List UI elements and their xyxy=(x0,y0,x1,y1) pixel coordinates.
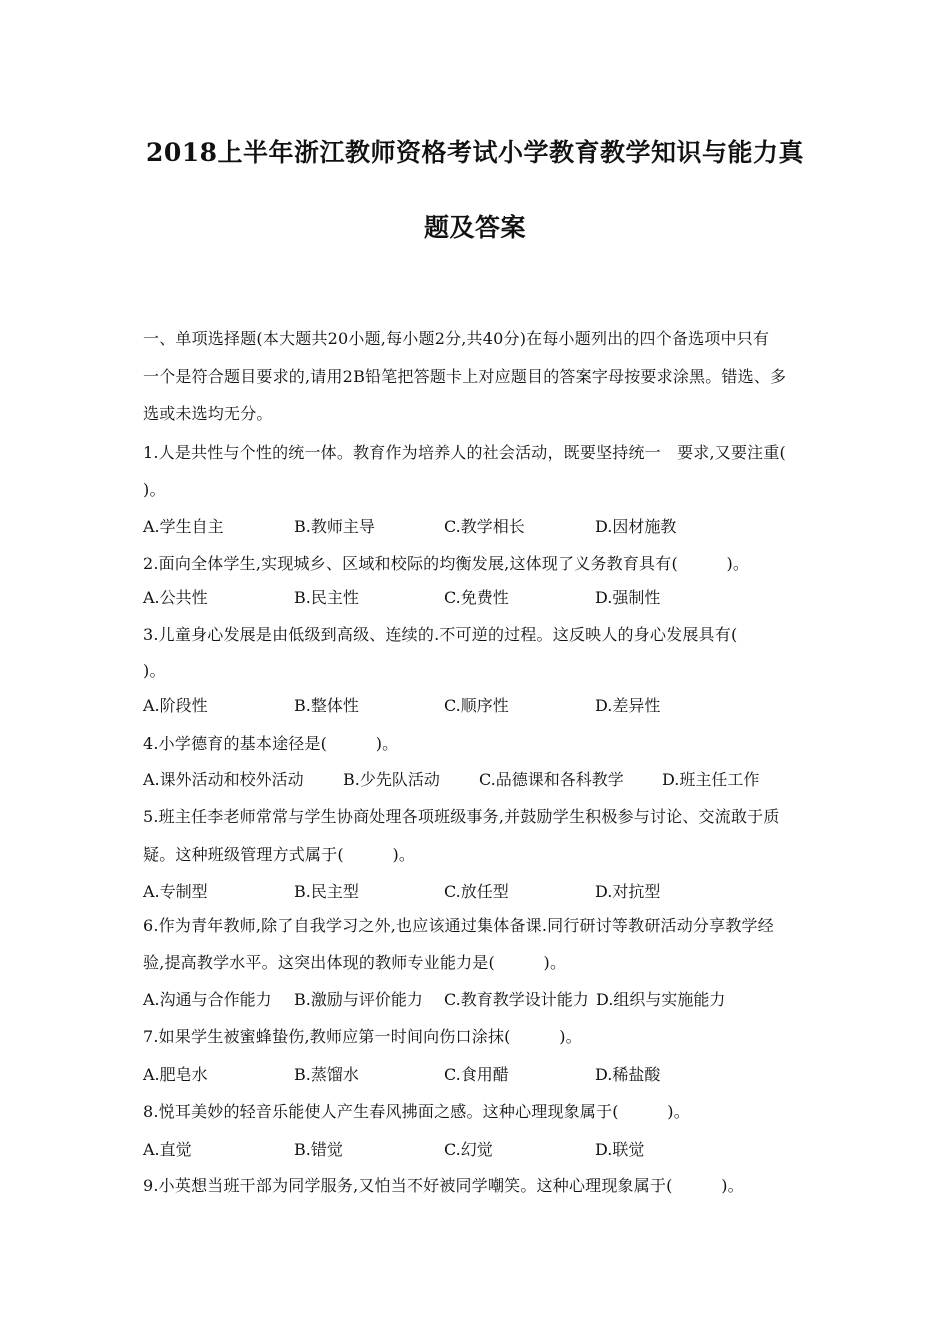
option-c: C.教育教学设计能力 xyxy=(444,990,589,1009)
question-5-text: 疑。这种班级管理方式属于( )。 xyxy=(143,845,416,864)
option-d: D.班主任工作 xyxy=(662,770,760,789)
question-2-text: 2.面向全体学生,实现城乡、区域和校际的均衡发展,这体现了义务教育具有( )。 xyxy=(143,554,750,573)
document-title-line-2: 题及答案 xyxy=(423,213,526,242)
option-c: C.放任型 xyxy=(444,882,509,901)
option-a: A.公共性 xyxy=(143,588,208,607)
option-c: C.顺序性 xyxy=(444,696,509,715)
section-instruction-line: 选或未选均无分。 xyxy=(143,404,273,423)
question-7-text: 7.如果学生被蜜蜂蛰伤,教师应第一时间向伤口涂抹( )。 xyxy=(143,1027,582,1046)
question-6-text: 6.作为青年教师,除了自我学习之外,也应该通过集体备课.同行研讨等教研活动分享教学经 xyxy=(143,916,774,935)
question-1-text: 1.人是共性与个性的统一体。教育作为培养人的社会活动，既要坚持统一 要求,又要注重( xyxy=(143,443,786,462)
option-c: C.免费性 xyxy=(444,588,509,607)
option-c: C.教学相长 xyxy=(444,517,525,536)
option-d: D.差异性 xyxy=(595,696,661,715)
option-d: D.强制性 xyxy=(595,588,661,607)
question-6-text: 验,提高教学水平。这突出体现的教师专业能力是( )。 xyxy=(143,953,567,972)
option-a: A.课外活动和校外活动 xyxy=(143,770,304,789)
option-c: C.品德课和各科教学 xyxy=(479,770,624,789)
option-b: B.蒸馏水 xyxy=(294,1065,359,1084)
option-b: B.民主性 xyxy=(294,588,359,607)
option-a: A.专制型 xyxy=(143,882,208,901)
question-3-text: )。 xyxy=(143,661,166,680)
question-3-text: 3.儿童身心发展是由低级到高级、连续的.不可逆的过程。这反映人的身心发展具有( xyxy=(143,625,738,644)
option-c: C.食用醋 xyxy=(444,1065,509,1084)
option-d: D.因材施教 xyxy=(595,517,677,536)
option-b: B.整体性 xyxy=(294,696,359,715)
option-a: A.阶段性 xyxy=(143,696,208,715)
question-8-text: 8.悦耳美妙的轻音乐能使人产生春风拂面之感。这种心理现象属于( )。 xyxy=(143,1102,690,1121)
option-d: D.组织与实施能力 xyxy=(596,990,726,1009)
question-1-text: )。 xyxy=(143,480,166,499)
section-instruction-line: 一、单项选择题(本大题共20小题,每小题2分,共40分)在每小题列出的四个备选项中只有 xyxy=(143,329,770,348)
question-9-text: 9.小英想当班干部为同学服务,又怕当不好被同学嘲笑。这种心理现象属于( )。 xyxy=(143,1176,744,1195)
option-b: B.民主型 xyxy=(294,882,359,901)
document-title-line-1: 2018上半年浙江教师资格考试小学教育教学知识与能力真 xyxy=(145,138,805,167)
option-b: B.错觉 xyxy=(294,1140,343,1159)
option-a: A.学生自主 xyxy=(143,517,224,536)
option-a: A.沟通与合作能力 xyxy=(143,990,272,1009)
option-b: B.少先队活动 xyxy=(343,770,440,789)
question-5-text: 5.班主任李老师常常与学生协商处理各项班级事务,并鼓励学生积极参与讨论、交流敢于质 xyxy=(143,807,780,826)
option-d: D.联觉 xyxy=(595,1140,645,1159)
question-4-text: 4.小学德育的基本途径是( )。 xyxy=(143,734,399,753)
option-d: D.稀盐酸 xyxy=(595,1065,661,1084)
option-b: B.教师主导 xyxy=(294,517,375,536)
option-c: C.幻觉 xyxy=(444,1140,493,1159)
option-b: B.激励与评价能力 xyxy=(294,990,423,1009)
section-instruction-line: 一个是符合题目要求的,请用2B铅笔把答题卡上对应题目的答案字母按要求涂黑。错选、多 xyxy=(143,367,787,386)
option-a: A.直觉 xyxy=(143,1140,192,1159)
option-d: D.对抗型 xyxy=(595,882,661,901)
option-a: A.肥皂水 xyxy=(143,1065,208,1084)
